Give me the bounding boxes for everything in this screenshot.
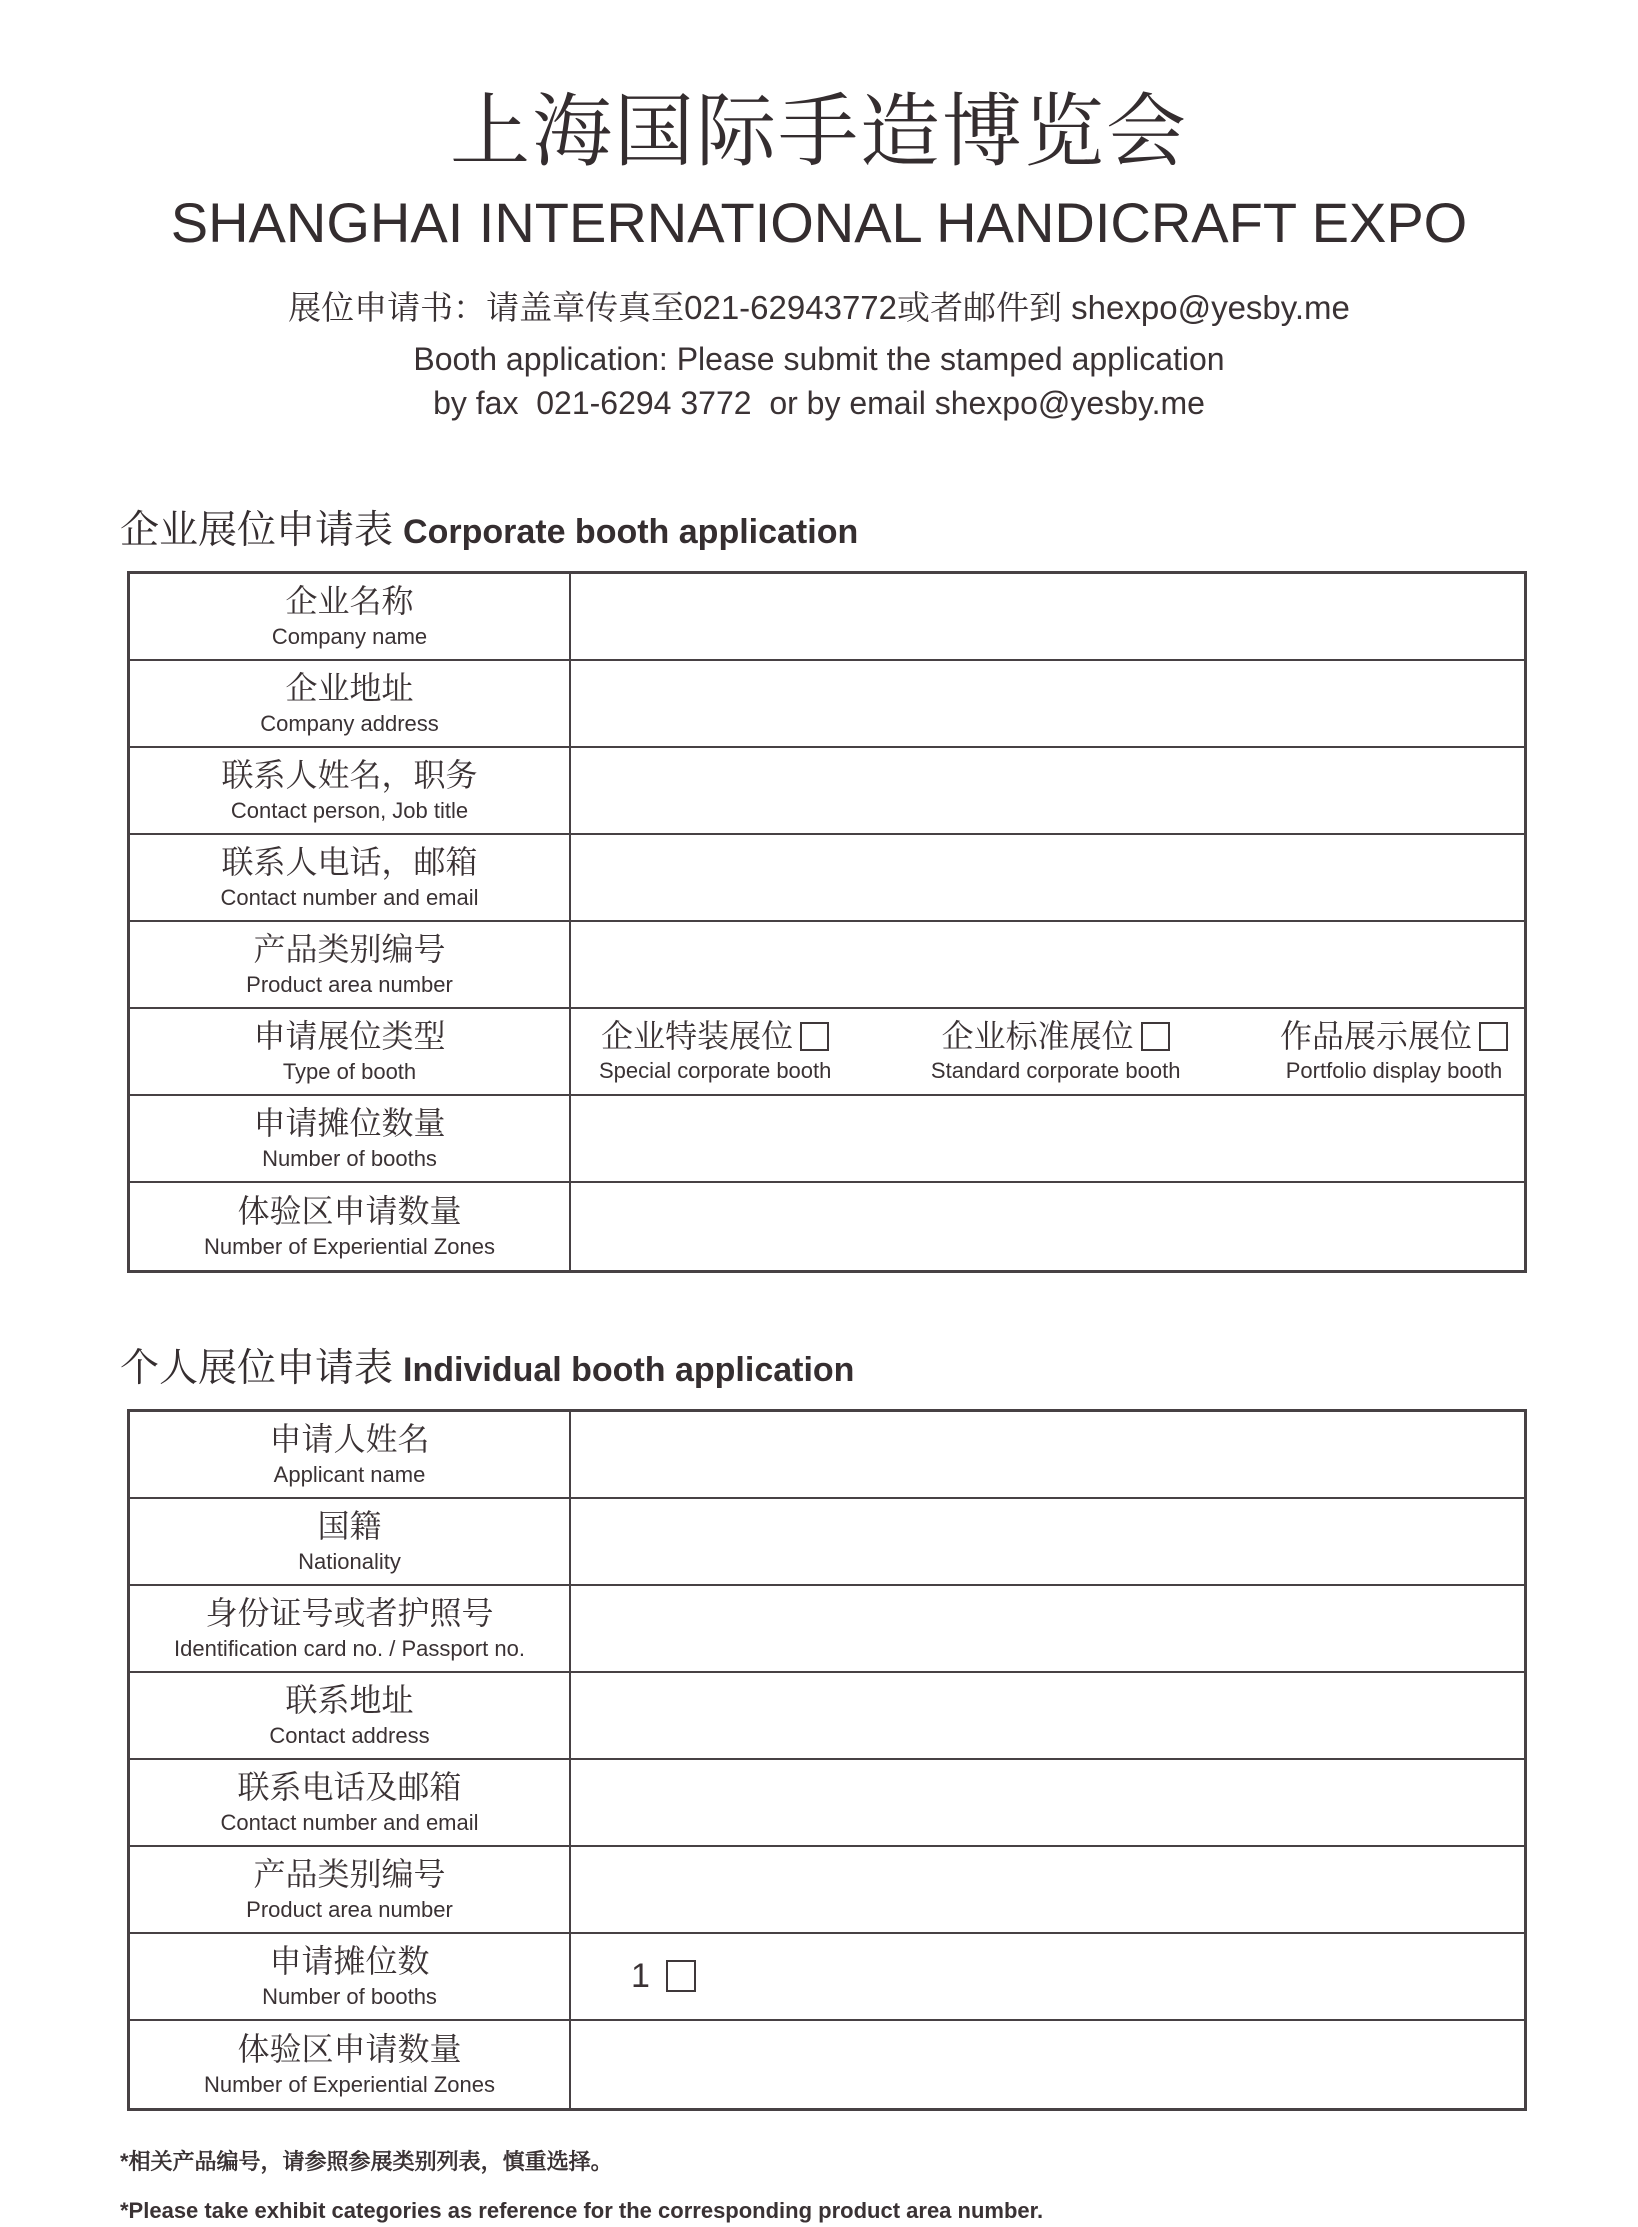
experiential-zones-label [130,2021,571,2108]
product-area-number-input[interactable] [571,1847,1524,1932]
label-chinese: 产品类别编号 [253,1855,446,1892]
label-english: Contact person, Job title [230,797,469,823]
table-row-number-of-booths-individual [130,1934,1524,2021]
label-english: Nationality [298,1548,401,1574]
standard-corporate-booth-checkbox[interactable] [1141,1022,1170,1051]
company-address-label [130,661,571,746]
table-row-company-address [130,661,1524,748]
table-row-applicant-name [130,1412,1524,1499]
page-title-chinese: 上海国际手造博览会 [450,87,1188,176]
company-name-input[interactable] [571,574,1524,659]
corporate-heading-english: Corporate booth application [403,512,859,551]
footer-notes [120,2145,1638,2224]
experiential-zones-input[interactable] [571,2021,1524,2108]
nationality-label [130,1499,571,1584]
label-chinese: 申请展位类型 [253,1017,446,1054]
portfolio-display-booth-checkbox[interactable] [1479,1022,1508,1051]
company-address-input[interactable] [571,661,1524,746]
label-english: Number of Experiential Zones [203,2071,496,2097]
note-english: *Please take exhibit categories as reference for the corresponding product area number. [120,2197,1044,2223]
type-of-booth-label [130,1009,571,1094]
id-passport-input[interactable] [571,1586,1524,1671]
label-chinese: 联系电话及邮箱 [237,1768,462,1805]
number-of-booths-input[interactable] [571,1096,1524,1181]
table-row-number-of-booths [130,1096,1524,1183]
applicant-name-label [130,1412,571,1497]
table-row-nationality [130,1499,1524,1586]
product-area-number-input[interactable] [571,922,1524,1007]
page-title-english: SHANGHAI INTERNATIONAL HANDICRAFT EXPO [170,191,1468,254]
note-chinese: *相关产品编号，请参照参展类别列表，慎重选择。 [120,2148,613,2174]
table-row-experiential-zones-individual [130,2021,1524,2108]
contact-number-email-input[interactable] [571,1760,1524,1845]
label-english: Product area number [246,971,453,997]
contact-address-input[interactable] [571,1673,1524,1758]
label-english: Number of booths [262,1983,437,2009]
booth-quantity-value: 1 [631,1956,650,1995]
individual-section-heading [120,1337,1527,1393]
applicant-name-input[interactable] [571,1412,1524,1497]
label-chinese: 身份证号或者护照号 [205,1594,494,1631]
experiential-zones-input[interactable] [571,1183,1524,1270]
label-chinese: 国籍 [317,1507,382,1544]
contact-person-label [130,748,571,833]
option-line [601,1019,829,1054]
one-booth-checkbox[interactable] [666,1960,696,1992]
individual-heading-chinese: 个人展位申请表 [120,1346,394,1390]
contact-number-email-input[interactable] [571,835,1524,920]
corporate-section-heading [120,499,1527,555]
contact-person-input[interactable] [571,748,1524,833]
option-special-corporate-booth [599,1019,831,1084]
label-chinese: 体验区申请数量 [237,2030,462,2067]
label-chinese: 企业地址 [285,669,414,706]
individual-application-table [127,1409,1527,2111]
label-english: Applicant name [273,1461,426,1487]
label-english: Contact number and email [220,1809,479,1835]
option-portfolio-display-booth [1280,1019,1508,1084]
label-chinese: 申请摊位数 [269,1942,430,1979]
special-corporate-booth-checkbox[interactable] [800,1022,829,1051]
contact-number-email-label [130,835,571,920]
table-row-id-passport [130,1586,1524,1673]
individual-heading-english: Individual booth application [403,1350,855,1389]
option-line [1280,1019,1508,1054]
table-row-contact-number-email-individual [130,1760,1524,1847]
label-english: Company address [260,710,439,736]
option-standard-corporate-booth [931,1019,1181,1084]
corporate-heading-chinese: 企业展位申请表 [120,508,394,552]
nationality-input[interactable] [571,1499,1524,1584]
table-row-type-of-booth [130,1009,1524,1096]
label-english: Contact number and email [220,884,479,910]
label-chinese: 申请摊位数量 [253,1104,446,1141]
label-english: Identification card no. / Passport no. [174,1635,525,1661]
corporate-application-table [127,571,1527,1273]
submission-instructions-english-line1: Booth application: Please submit the stamped application [413,340,1225,377]
company-name-label [130,574,571,659]
label-english: Product area number [246,1896,453,1922]
label-english: Type of booth [282,1058,417,1084]
number-of-booths-label [130,1934,571,2019]
label-chinese: 产品类别编号 [253,930,446,967]
option-line [942,1019,1170,1054]
label-chinese: 联系地址 [285,1681,414,1718]
contact-address-label [130,1673,571,1758]
label-english: Number of Experiential Zones [203,1233,496,1259]
label-chinese: 体验区申请数量 [237,1192,462,1229]
page-header [0,0,1638,425]
option-label-english: Standard corporate booth [930,1058,1181,1083]
table-row-product-area-number-individual [130,1847,1524,1934]
label-chinese: 企业名称 [285,582,414,619]
option-label-english: Portfolio display booth [1285,1058,1503,1083]
table-row-experiential-zones [130,1183,1524,1270]
number-of-booths-qty [571,1934,1524,2019]
experiential-zones-label [130,1183,571,1270]
option-label-chinese: 企业标准展位 [941,1017,1134,1054]
label-chinese: 联系人姓名，职务 [221,756,478,793]
number-of-booths-label [130,1096,571,1181]
label-english: Number of booths [262,1145,437,1171]
label-chinese: 申请人姓名 [269,1420,430,1457]
option-label-english: Special corporate booth [599,1058,832,1083]
individual-booth-section [122,1337,1527,2111]
table-row-company-name [130,574,1524,661]
label-english: Company name [271,623,428,649]
table-row-contact-person [130,748,1524,835]
product-area-number-label [130,1847,571,1932]
id-passport-label [130,1586,571,1671]
label-chinese: 联系人电话，邮箱 [221,843,478,880]
submission-instructions-chinese: 展位申请书：请盖章传真至021-62943772或者邮件到 shexpo@yesby.me [288,288,1350,326]
contact-number-email-label [130,1760,571,1845]
product-area-number-label [130,922,571,1007]
corporate-booth-section [122,499,1527,1273]
option-label-chinese: 作品展示展位 [1279,1017,1472,1054]
label-english: Contact address [269,1722,430,1748]
table-row-product-area-number [130,922,1524,1009]
table-row-contact-number-email [130,835,1524,922]
table-row-contact-address [130,1673,1524,1760]
option-label-chinese: 企业特装展位 [601,1017,794,1054]
submission-instructions-english-line2: by fax 021-6294 3772 or by email shexpo@yesby.me [433,384,1205,421]
type-of-booth-options [571,1009,1524,1094]
